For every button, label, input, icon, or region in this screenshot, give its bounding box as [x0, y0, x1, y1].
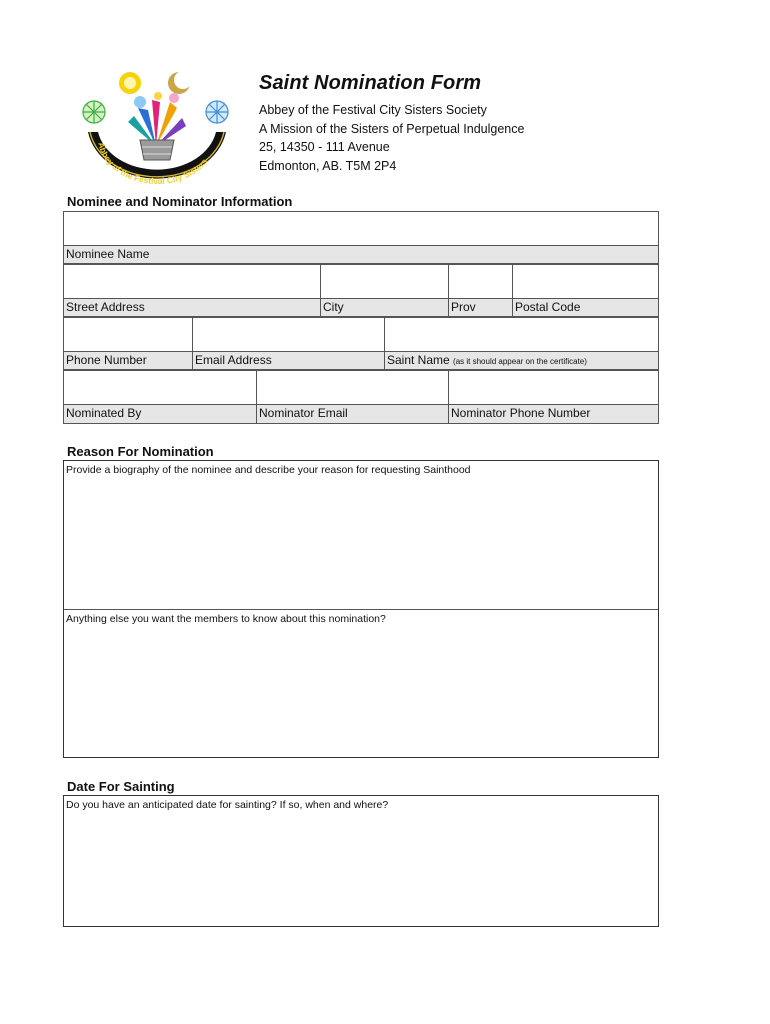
postal-code-label: Postal Code	[512, 298, 659, 317]
org-name: Abbey of the Festival City Sisters Society	[259, 103, 487, 117]
sainting-date-prompt: Do you have an anticipated date for sainting? If so, when and where?	[66, 799, 389, 811]
postal-code-field[interactable]	[512, 264, 659, 299]
nominated-by-field[interactable]	[63, 370, 257, 405]
city-label: City	[320, 298, 449, 317]
org-city: Edmonton, AB. T5M 2P4	[259, 158, 397, 173]
form-header	[259, 72, 524, 175]
phone-number-label: Phone Number	[63, 351, 193, 370]
nominator-phone-label: Nominator Phone Number	[448, 404, 659, 424]
email-address-label: Email Address	[192, 351, 385, 370]
page-title: Saint Nomination Form	[259, 72, 482, 94]
sainting-date-field[interactable]	[63, 795, 659, 927]
city-field[interactable]	[320, 264, 449, 299]
email-address-field[interactable]	[192, 317, 385, 352]
nominator-email-field[interactable]	[256, 370, 449, 405]
biography-prompt: Provide a biography of the nominee and describe your reason for requesting Sainthood	[66, 464, 471, 476]
nominee-name-label: Nominee Name	[63, 245, 659, 264]
other-info-field[interactable]	[64, 610, 657, 756]
street-address-field[interactable]	[63, 264, 321, 299]
org-mission: A Mission of the Sisters of Perpetual Indulgence	[259, 121, 525, 136]
other-info-prompt: Anything else you want the members to know about this nomination?	[66, 613, 386, 625]
prov-field[interactable]	[448, 264, 513, 299]
nominated-by-label: Nominated By	[63, 404, 257, 424]
saint-name-text: Saint Name	[387, 353, 450, 367]
org-street: 25, 14350 - 111 Avenue	[259, 140, 390, 154]
nominator-phone-field[interactable]	[448, 370, 659, 405]
svg-text:Abbey of the Festival City Sis: Abbey of the Festival City Sisters	[96, 141, 210, 187]
basket-icon	[140, 140, 174, 160]
saint-name-note: (as it should appear on the certificate)	[453, 357, 587, 366]
blue-firework-icon	[206, 101, 228, 123]
abbey-logo	[78, 68, 236, 192]
nominator-email-label: Nominator Email	[256, 404, 449, 424]
sunflower-icon	[119, 72, 141, 94]
section-title-nominee: Nominee and Nominator Information	[67, 194, 293, 209]
fireworks-burst-icon	[128, 92, 186, 146]
saint-name-field[interactable]	[384, 317, 659, 352]
phone-number-field[interactable]	[63, 317, 193, 352]
nominee-name-field[interactable]	[63, 211, 659, 246]
moon-icon	[168, 71, 192, 94]
prov-label: Prov	[448, 298, 513, 317]
biography-field[interactable]	[64, 461, 657, 609]
street-address-label: Street Address	[63, 298, 321, 317]
section-title-reason: Reason For Nomination	[67, 444, 214, 459]
section-title-date: Date For Sainting	[67, 779, 175, 794]
saint-name-label	[384, 351, 659, 370]
green-firework-icon	[83, 101, 105, 123]
reason-box	[63, 460, 659, 758]
